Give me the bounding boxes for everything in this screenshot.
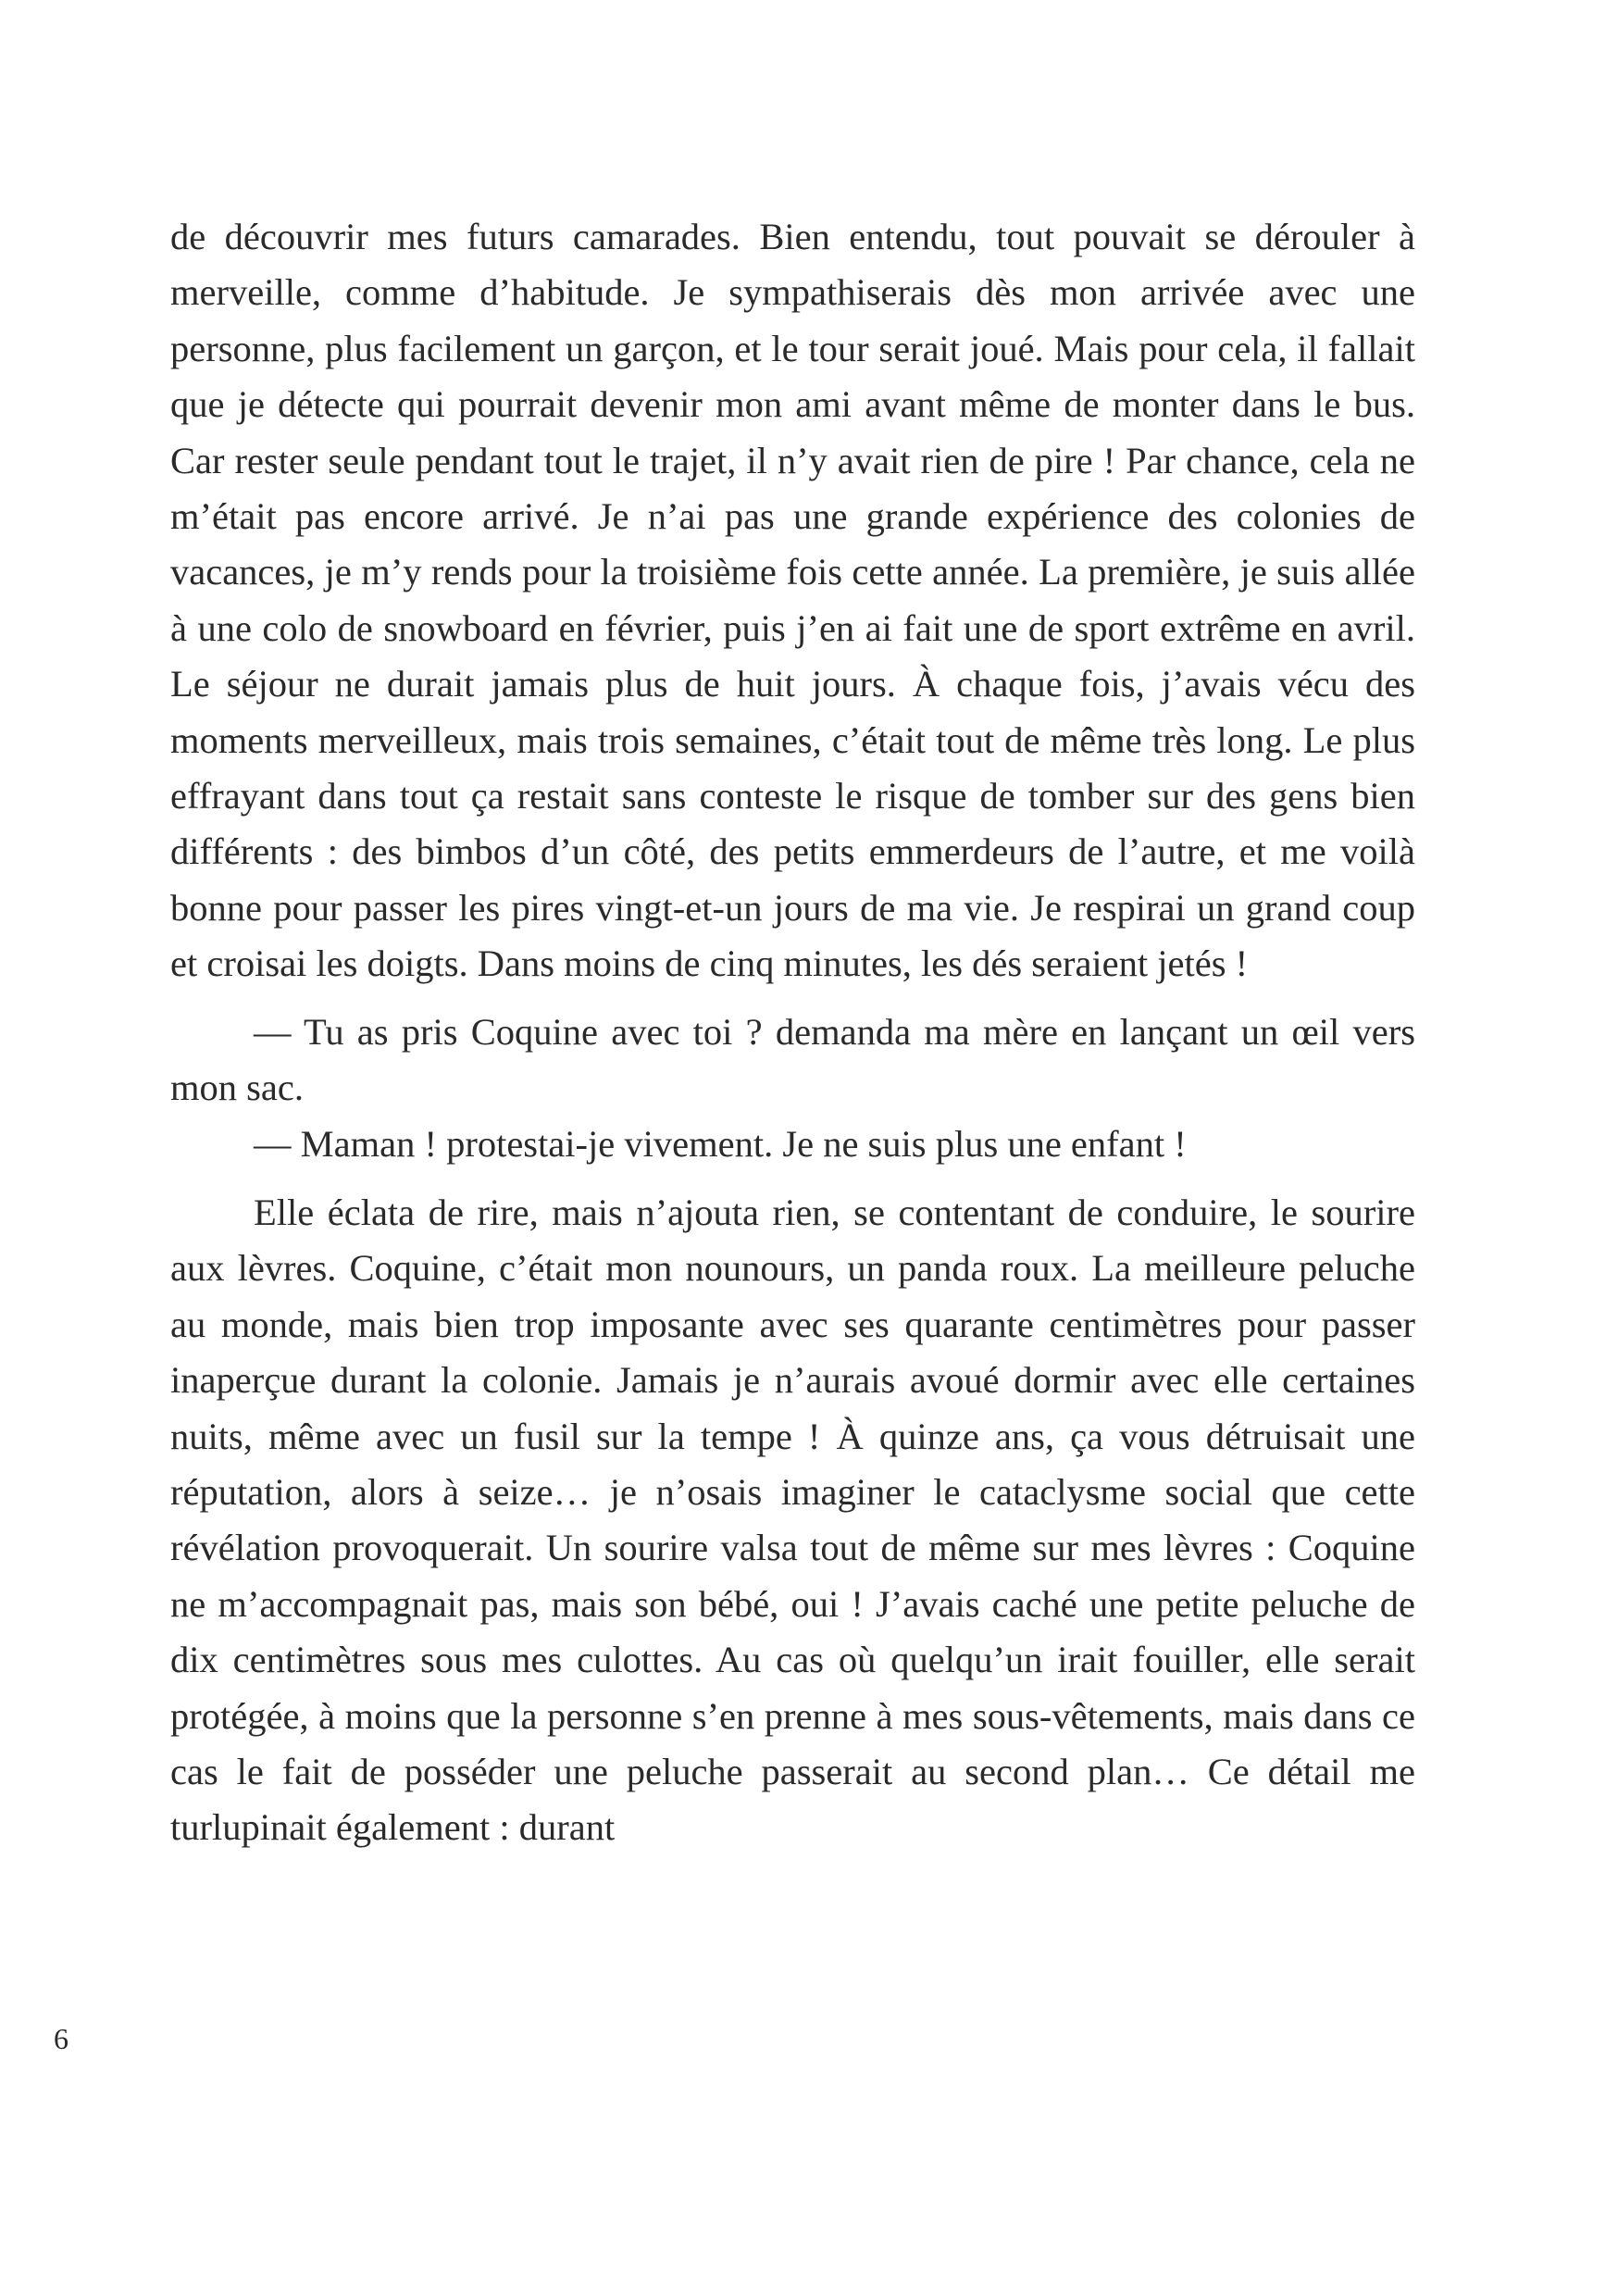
paragraph-coquine: Elle éclata de rire, mais n’ajouta rien, se contentant de conduire, le sourire aux lèvres. Coquine, c’était mon nounours, un panda roux. La meilleure peluche au monde, mais bien trop imposante avec ses quarante centimètres pour passer inaperçue durant la colonie. Jamais je n’aurais avoué dormir avec elle certaines nuits, même avec un fusil sur la tempe ! À quinze ans, ça vous détruisait une réputation, alors à seize… je n’osais imaginer le cataclysme social que cette révélation provoquerait. Un sourire valsa tout de même sur mes lèvres : Coquine ne m’accompagnait pas, mais son bébé, oui ! J’avais caché une petite peluche de dix centimètres sous mes culottes. Au cas où quelqu’un irait fouiller, elle serait protégée, à moins que la personne s’en prenne à mes sous-vêtements, mais dans ce cas le fait de posséder une peluche passerait au second plan… Ce détail me turlupinait également : durant — [170, 1191, 1415, 1849]
dialogue-line-mother: — Tu as pris Coquine avec toi ? demanda ma mère en lançant un œil vers mon sac. — [170, 1010, 1415, 1109]
body-text — [170, 209, 1415, 1856]
page-number: 6 — [54, 2022, 68, 2055]
dialogue-line-narrator: — Maman ! protestai-je vivement. Je ne suis plus une enfant ! — [254, 1122, 1187, 1165]
paragraph-continuation: de découvrir mes futurs camarades. Bien entendu, tout pouvait se dérouler à merveille, comme d’habitude. Je sympathiserais dès mon arrivée avec une personne, plus facilement un garçon, et le tour serait joué. Mais pour cela, il fallait que je détecte qui pourrait devenir mon ami avant même de monter dans le bus. Car rester seule pendant tout le trajet, il n’y avait rien de pire ! Par chance, cela ne m’était pas encore arrivé. Je n’ai pas une grande expérience des colonies de vacances, je m’y rends pour la troisième fois cette année. La première, je suis allée à une colo de snowboard en février, puis j’en ai fait une de sport extrême en avril. Le séjour ne durait jamais plus de huit jours. À chaque fois, j’avais vécu des moments merveilleux, mais trois semaines, c’était tout de même très long. Le plus effrayant dans tout ça restait sans conteste le risque de tomber sur des gens bien différents : des bimbos d’un côté, des petits emmerdeurs de l’autre, et me voilà bonne pour passer les pires vingt-et-un jours de ma vie. Je respirai un grand coup et croisai les doigts. Dans moins de cinq minutes, les dés seraient jetés ! — [170, 216, 1415, 985]
